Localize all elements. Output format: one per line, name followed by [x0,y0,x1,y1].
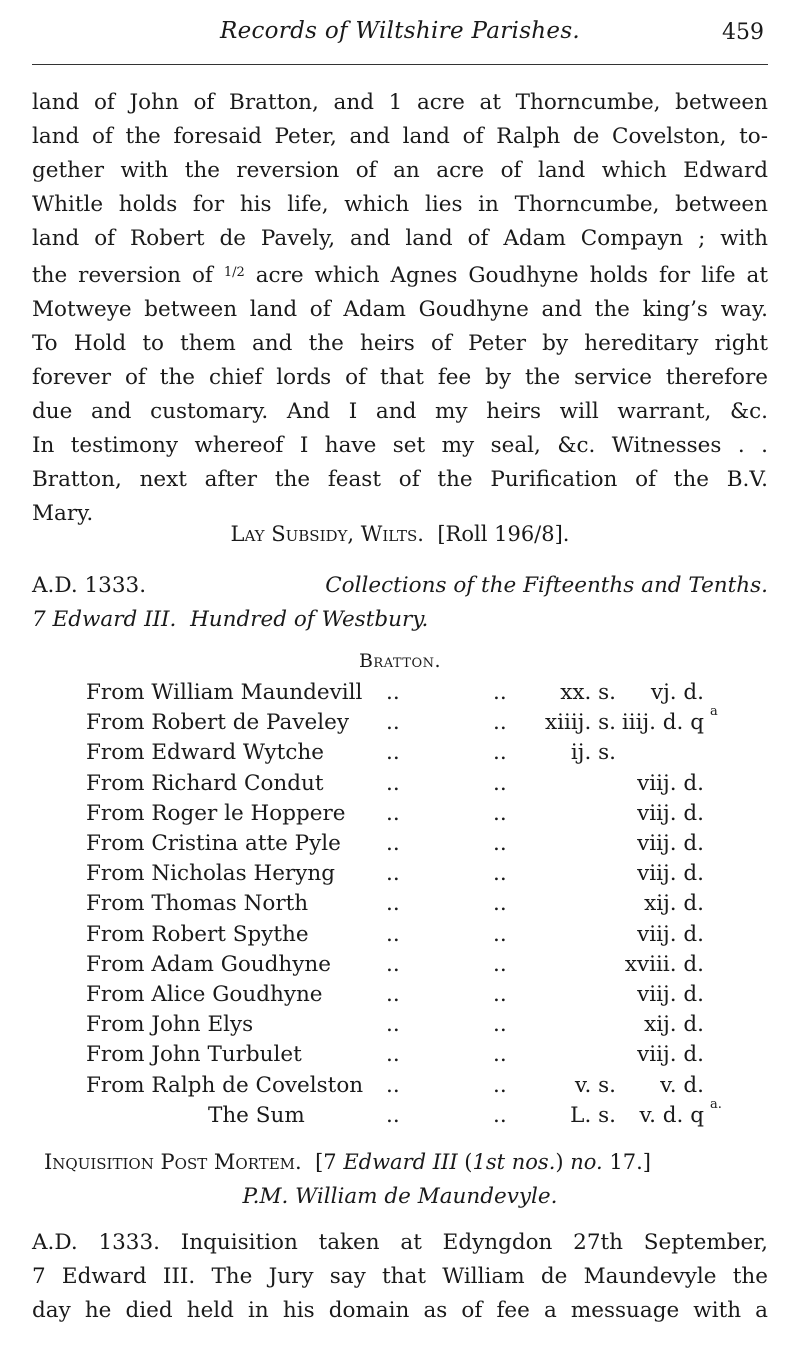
leader-dots: .. [493,710,507,736]
leader-dots: .. [386,861,400,887]
hundred-name: Hundred of Westbury. [190,607,429,632]
inquisition-subject: P.M. William de Maundevyle. [242,1184,558,1209]
payer-name: From Cristina atte Pyle [86,831,341,856]
leader-dots: .. [386,740,400,766]
collections-title: Collections of the Fifteenths and Tenths. [325,573,768,598]
shillings-amount: xx. s. [560,680,616,705]
pence-amount: viij. d. [637,800,704,826]
payer-name: From Alice Goudhyne [86,982,323,1007]
leader-dots: .. [386,831,400,856]
text-line: Whitle holds for his life, which lies in Thorncumbe, between [32,192,768,217]
lay-subsidy-heading: Lay Subsidy, Wilts. [Roll 196/8]. [230,522,570,546]
inquisition-paragraph [32,1226,768,1328]
text-line: day he died held in his domain as of fee a messuage with a [32,1298,768,1323]
text-line-with-fraction: the reversion of $^{1/2}$ acre which Agnes Goudhyne holds for life at [32,263,768,288]
payer-name: The Sum [208,1102,305,1128]
text-line: Mary. [32,501,94,526]
leader-dots: .. [493,951,507,977]
leader-dots: .. [386,770,400,796]
shillings-amount: L. s. [570,1102,616,1128]
pence-amount: iiij. d. q [621,710,704,736]
leader-dots: .. [386,982,400,1007]
payment-row [86,952,776,982]
shillings-amount: v. s. [574,1072,616,1098]
leader-dots: .. [493,770,507,796]
leader-dots: .. [493,800,507,826]
payment-row [86,680,776,710]
pence-amount: viij. d. [637,831,704,856]
superscript-mark: a [710,704,718,720]
pence-amount: viij. d. [637,921,704,947]
text-line: 7 Edward III. The Jury say that William de Maundevyle the [32,1264,768,1289]
payer-name: From Robert Spythe [86,921,309,947]
leader-dots: .. [386,1042,400,1068]
place-heading: Bratton. [358,650,442,672]
ad-date: A.D. 1333. [32,573,147,598]
leader-dots: .. [493,982,507,1007]
leader-dots: .. [386,1102,400,1128]
pence-amount: v. d. [660,1072,704,1098]
pence-amount: viij. d. [637,861,704,887]
leader-dots: .. [493,891,507,917]
leader-dots: .. [493,921,507,947]
payer-name: From Richard Condut [86,770,324,796]
payment-row [86,704,776,740]
payer-name: From Ralph de Covelston [86,1072,364,1098]
leader-dots: .. [386,1012,400,1038]
text-line: forever of the chief lords of that fee by the service therefore [32,365,768,390]
fraction-half: 1/2 [223,265,245,280]
text-line: Bratton, next after the feast of the Purification of the B.V. [32,467,768,492]
text-line: gether with the reversion of an acre of land which Edward [32,158,768,183]
inquisition-heading: Inquisition Post Mortem. [7 Edward III (1st nos.) no. 17.] [44,1150,651,1174]
leader-dots: .. [493,1042,507,1068]
payer-name: From Nicholas Heryng [86,861,335,887]
superscript-mark: a. [710,1096,722,1112]
leader-dots: .. [493,740,507,766]
pence-amount: viij. d. [637,1042,704,1068]
payment-row [86,1042,776,1072]
payment-row [86,771,776,801]
pence-amount: viij. d. [637,982,704,1007]
regnal-year: 7 Edward III. [32,607,177,632]
leader-dots: .. [493,680,507,705]
page-header [32,14,768,54]
sum-row [86,1096,776,1133]
leader-dots: .. [493,831,507,856]
leader-dots: .. [386,1072,400,1098]
leader-dots: .. [386,680,400,705]
running-title: Records of Wiltshire Parishes. [219,18,581,44]
payment-row [86,1012,776,1042]
payment-row [86,801,776,831]
payer-name: From John Elys [86,1012,254,1038]
payment-row [86,891,776,921]
text-line: land of the foresaid Peter, and land of Ralph de Covelston, to- [32,124,768,149]
pence-amount: xij. d. [644,891,704,917]
text-line: Motweye between land of Adam Goudhyne and the king’s way. [32,297,768,322]
leader-dots: .. [386,951,400,977]
leader-dots: .. [493,1072,507,1098]
deed-paragraph [32,86,768,531]
pence-amount: vj. d. [650,680,704,705]
payer-name: From Edward Wytche [86,740,324,766]
payment-row [86,1073,776,1103]
payment-row [86,740,776,770]
shillings-amount: xiiij. s. [545,710,616,736]
payer-name: From Robert de Paveley [86,710,349,736]
leader-dots: .. [493,1102,507,1128]
pence-amount: xviii. d. [624,951,704,977]
text-line: land of John of Bratton, and 1 acre at Thorncumbe, between [32,90,768,115]
page-number: 459 [722,20,764,45]
payment-row [86,861,776,891]
payment-row [86,831,776,861]
payer-name: From Roger le Hoppere [86,800,346,826]
text-line: To Hold to them and the heirs of Peter by hereditary right [32,331,768,356]
roll-reference: [Roll 196/8]. [437,522,570,546]
leader-dots: .. [493,1012,507,1038]
payer-name: From William Maundevill [86,680,363,705]
leader-dots: .. [386,710,400,736]
payer-name: From Adam Goudhyne [86,951,331,977]
shillings-amount: ij. s. [570,740,616,766]
payer-name: From Thomas North [86,891,309,917]
header-rule [32,64,768,65]
leader-dots: .. [493,861,507,887]
payer-name: From John Turbulet [86,1042,302,1068]
text-line: A.D. 1333. Inquisition taken at Edyngdon 27th September, [32,1230,768,1255]
text-line: land of Robert de Pavely, and land of Adam Compayn ; with [32,226,768,251]
payment-row [86,922,776,952]
pence-amount: viij. d. [637,770,704,796]
leader-dots: .. [386,921,400,947]
leader-dots: .. [386,800,400,826]
text-line: In testimony whereof I have set my seal, &c. Witnesses . . [32,433,768,458]
pence-amount: xij. d. [644,1012,704,1038]
payment-row [86,982,776,1012]
pence-amount: v. d. q [639,1102,704,1128]
text-line: due and customary. And I and my heirs will warrant, &c. [32,399,768,424]
leader-dots: .. [386,891,400,917]
